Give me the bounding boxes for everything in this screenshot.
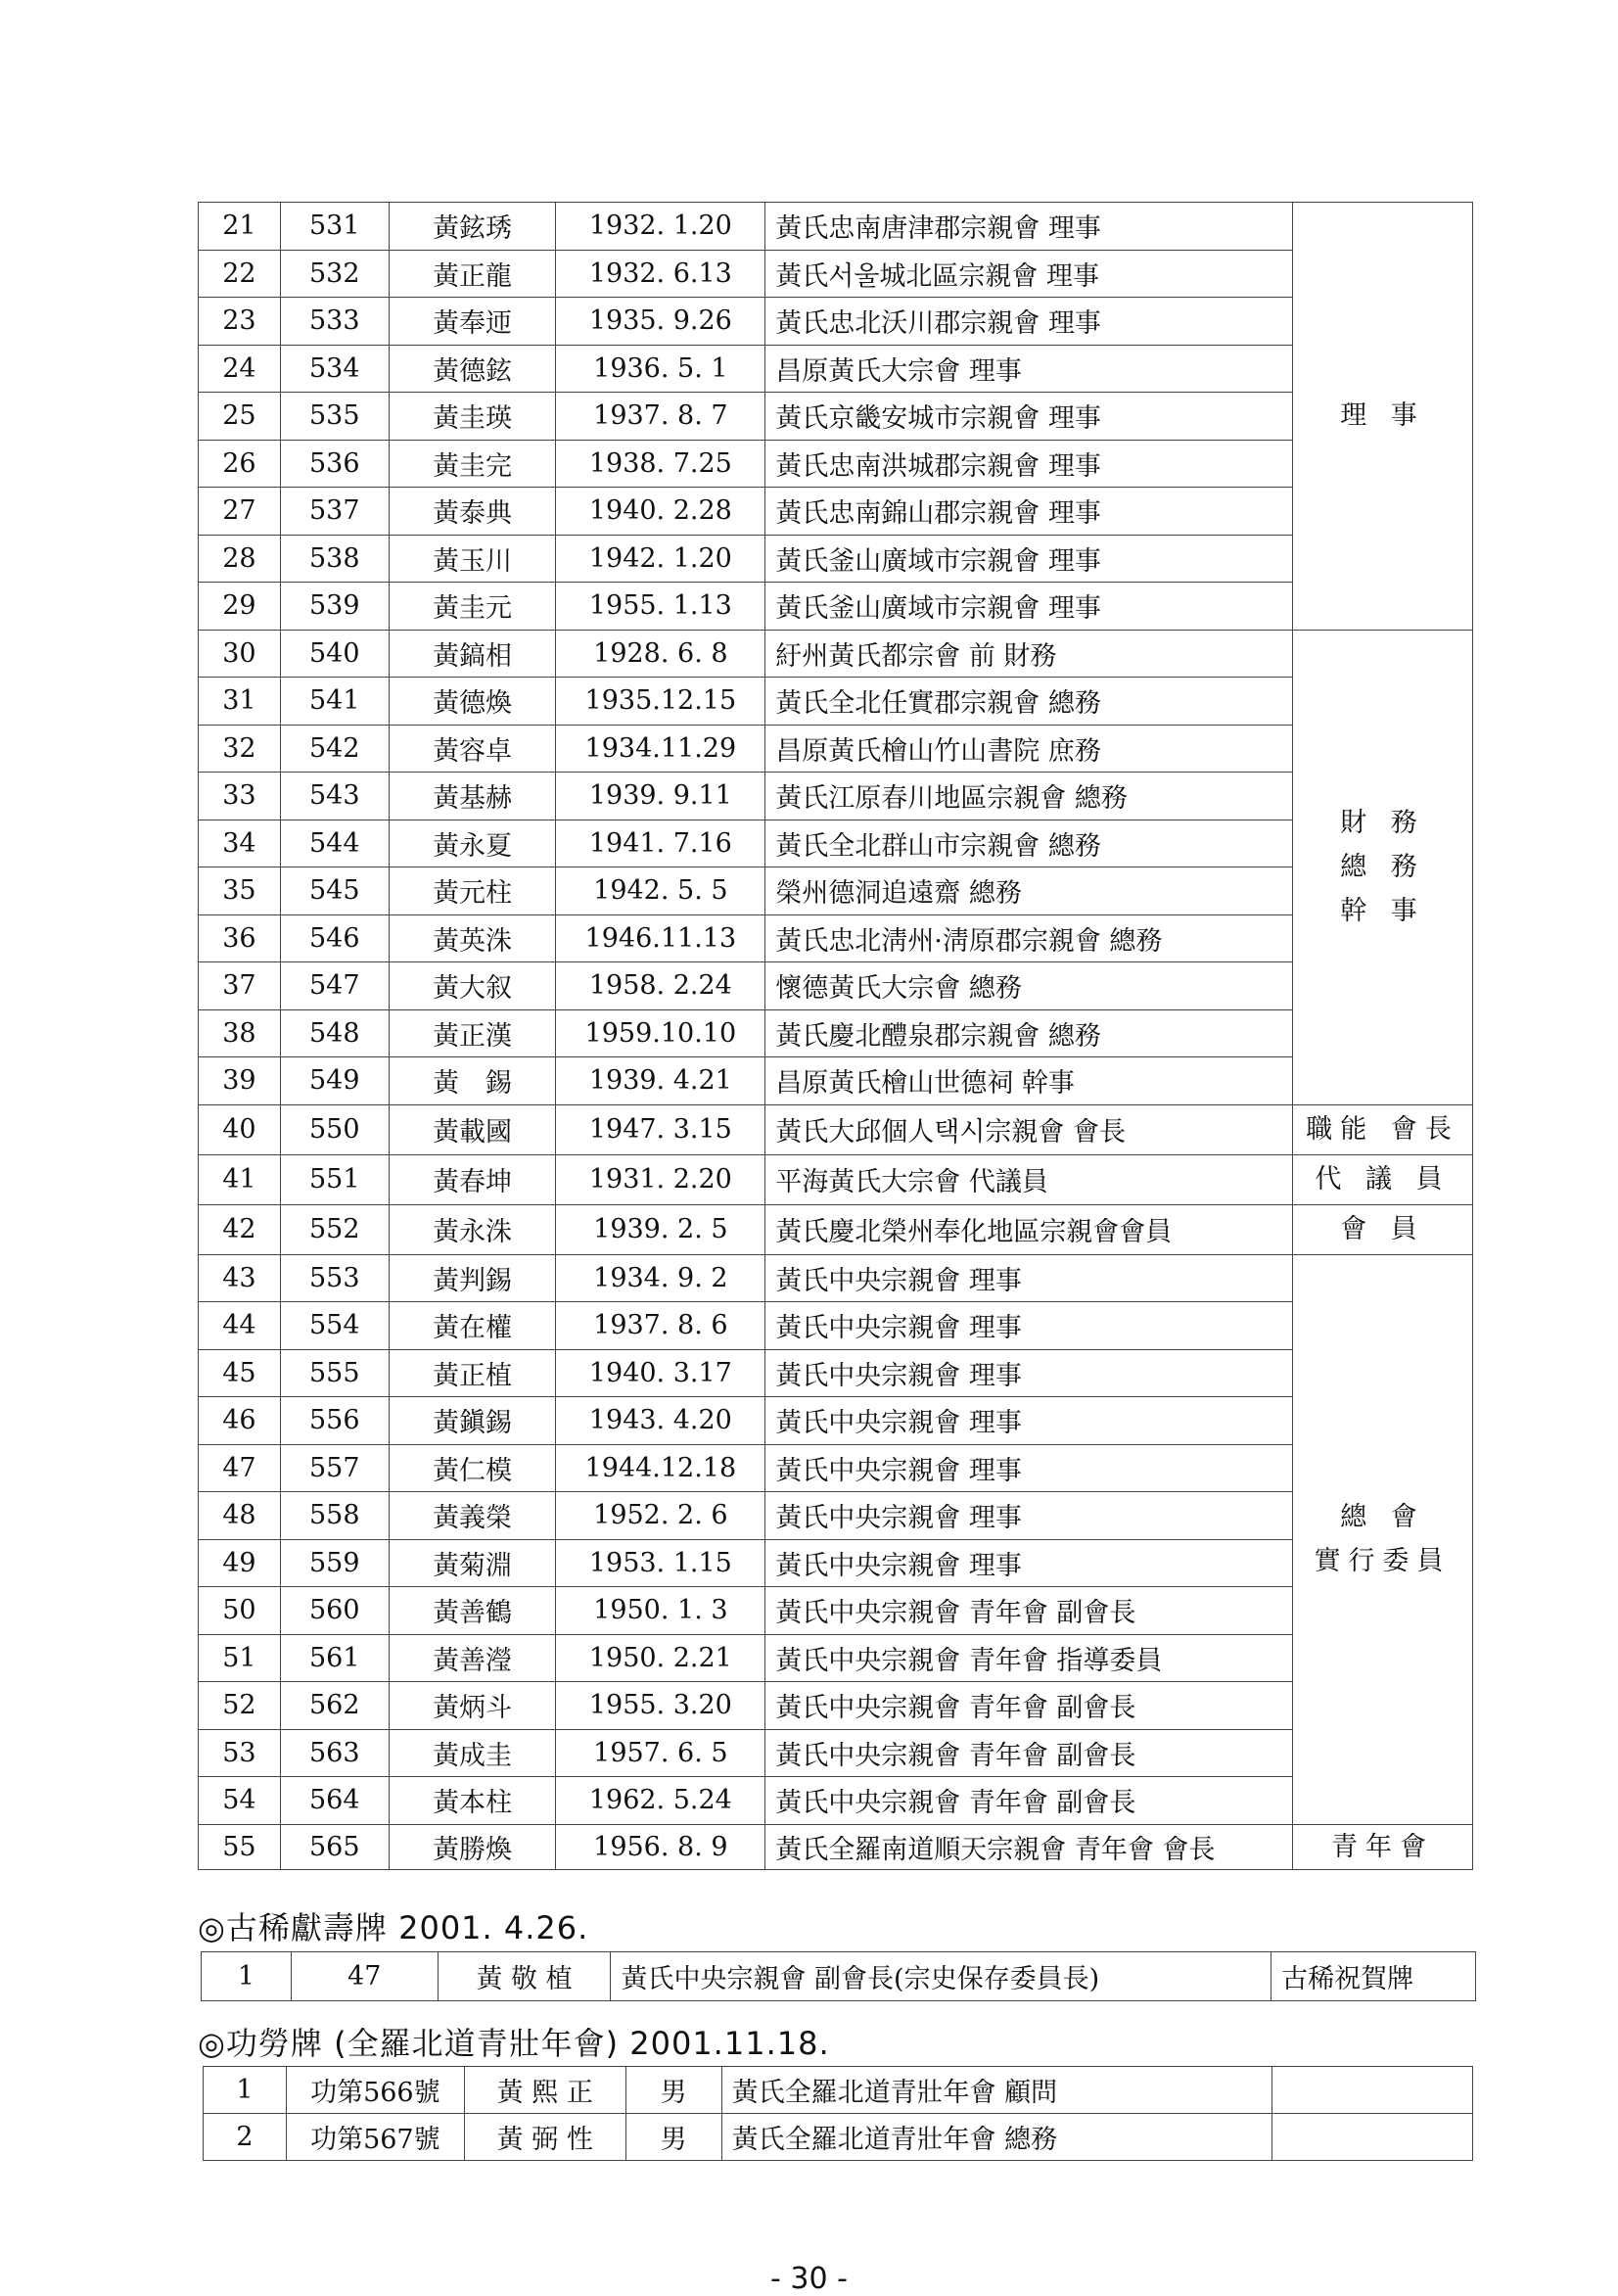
table-row xyxy=(204,2067,1473,2114)
role-label: 財 務 xyxy=(1340,808,1425,838)
person-name: 黃善鶴 xyxy=(389,1587,556,1635)
award-number: 538 xyxy=(280,535,389,583)
affiliation: 昌原黃氏檜山世德祠 幹事 xyxy=(765,1057,1293,1105)
members-table-body xyxy=(199,203,1473,1870)
table-row xyxy=(199,535,1473,583)
table-row xyxy=(199,914,1473,962)
row-number: 1 xyxy=(202,1952,292,2001)
birth-date: 1940. 2.28 xyxy=(556,488,765,536)
table-row xyxy=(199,1009,1473,1057)
award-number: 560 xyxy=(280,1587,389,1635)
award-number: 543 xyxy=(280,773,389,820)
person-name: 黃春坤 xyxy=(389,1154,556,1204)
birth-date: 1939. 9.11 xyxy=(556,773,765,820)
award-number: 554 xyxy=(280,1302,389,1350)
birth-date: 1939. 2. 5 xyxy=(556,1204,765,1254)
role-label: 總 務 xyxy=(1340,852,1425,882)
person-name: 黃泰典 xyxy=(389,488,556,536)
table-row xyxy=(199,345,1473,393)
award-number: 565 xyxy=(280,1824,389,1869)
birth-date: 1962. 5.24 xyxy=(556,1777,765,1825)
role-cell xyxy=(1293,1104,1473,1154)
award-number: 550 xyxy=(280,1104,389,1154)
page-number: - 30 - xyxy=(770,2262,848,2296)
birth-date: 1959.10.10 xyxy=(556,1009,765,1057)
affiliation: 黃氏中央宗親會 理事 xyxy=(765,1397,1293,1445)
person-name: 黃勝煥 xyxy=(389,1824,556,1869)
birth-date: 1942. 1.20 xyxy=(556,535,765,583)
row-number: 47 xyxy=(199,1444,281,1492)
table-row xyxy=(199,1682,1473,1730)
birth-date: 1950. 1. 3 xyxy=(556,1587,765,1635)
person-name: 黃判錫 xyxy=(389,1254,556,1302)
award-number: 536 xyxy=(280,440,389,488)
affiliation: 平海黃氏大宗會 代議員 xyxy=(765,1154,1293,1204)
person-name: 黃載國 xyxy=(389,1104,556,1154)
birth-date: 1953. 1.15 xyxy=(556,1539,765,1587)
affiliation: 紆州黃氏都宗會 前 財務 xyxy=(765,630,1293,678)
row-number: 44 xyxy=(199,1302,281,1350)
row-number: 40 xyxy=(199,1104,281,1154)
award-number: 545 xyxy=(280,867,389,915)
table-row xyxy=(199,1492,1473,1540)
plaque-number: 功第567號 xyxy=(286,2114,464,2161)
row-number: 38 xyxy=(199,1009,281,1057)
affiliation: 黃氏全北任實郡宗親會 總務 xyxy=(765,678,1293,726)
table-row xyxy=(199,1057,1473,1105)
affiliation: 黃氏서울城北區宗親會 理事 xyxy=(765,250,1293,298)
row-number: 35 xyxy=(199,867,281,915)
row-number: 32 xyxy=(199,725,281,773)
person-name: 黃圭瑛 xyxy=(389,393,556,441)
table-row xyxy=(199,250,1473,298)
birth-date: 1946.11.13 xyxy=(556,914,765,962)
award-number: 537 xyxy=(280,488,389,536)
role-cell xyxy=(1293,1254,1473,1824)
role-label: 幹 事 xyxy=(1340,896,1425,926)
person-name: 黃基赫 xyxy=(389,773,556,820)
award-number: 547 xyxy=(280,962,389,1010)
award-number: 551 xyxy=(280,1154,389,1204)
affiliation: 黃氏中央宗親會 理事 xyxy=(765,1492,1293,1540)
person-name: 黃菊淵 xyxy=(389,1539,556,1587)
birth-date: 1947. 3.15 xyxy=(556,1104,765,1154)
role-cell xyxy=(1293,1154,1473,1204)
birth-date: 1935.12.15 xyxy=(556,678,765,726)
person-name: 黃成圭 xyxy=(389,1729,556,1777)
table-row xyxy=(199,1587,1473,1635)
role-label: 職能 會長 xyxy=(1306,1114,1459,1145)
person-name: 黃鎭錫 xyxy=(389,1397,556,1445)
affiliation: 黃氏慶北醴泉郡宗親會 總務 xyxy=(765,1009,1293,1057)
row-number: 55 xyxy=(199,1824,281,1869)
role-cell xyxy=(1293,630,1473,1104)
birth-date: 1928. 6. 8 xyxy=(556,630,765,678)
row-number: 29 xyxy=(199,583,281,631)
birth-date: 1952. 2. 6 xyxy=(556,1492,765,1540)
row-number: 54 xyxy=(199,1777,281,1825)
person-name: 黃玉川 xyxy=(389,535,556,583)
row-number: 22 xyxy=(199,250,281,298)
table-row xyxy=(199,393,1473,441)
affiliation: 黃氏全羅北道青壯年會 總務 xyxy=(721,2114,1272,2161)
affiliation: 黃氏江原春川地區宗親會 總務 xyxy=(765,773,1293,820)
affiliation: 黃氏大邱個人택시宗親會 會長 xyxy=(765,1104,1293,1154)
award-number: 542 xyxy=(280,725,389,773)
row-number: 39 xyxy=(199,1057,281,1105)
affiliation: 黃氏中央宗親會 理事 xyxy=(765,1539,1293,1587)
table-row xyxy=(199,1204,1473,1254)
note-cell xyxy=(1272,2067,1473,2114)
award-number: 559 xyxy=(280,1539,389,1587)
role-cell xyxy=(1293,203,1473,631)
table-row xyxy=(199,1302,1473,1350)
table-row xyxy=(204,2114,1473,2161)
affiliation: 黃氏京畿安城市宗親會 理事 xyxy=(765,393,1293,441)
award-type: 古稀祝賀牌 xyxy=(1271,1952,1476,2001)
person-name: 黃圭元 xyxy=(389,583,556,631)
birth-date: 1950. 2.21 xyxy=(556,1634,765,1682)
table-row xyxy=(199,1154,1473,1204)
table-row xyxy=(199,1634,1473,1682)
person-name: 黃圭完 xyxy=(389,440,556,488)
affiliation: 黃氏中央宗親會 青年會 副會長 xyxy=(765,1777,1293,1825)
award-number: 558 xyxy=(280,1492,389,1540)
row-number: 46 xyxy=(199,1397,281,1445)
award-number: 557 xyxy=(280,1444,389,1492)
section-heading-longevity-plaque: ◎古稀獻壽牌 2001. 4.26. xyxy=(198,1909,589,1946)
role-label: 青年會 xyxy=(1331,1831,1435,1862)
birth-date: 1943. 4.20 xyxy=(556,1397,765,1445)
table-row xyxy=(199,1444,1473,1492)
plaque-number: 功第566號 xyxy=(286,2067,464,2114)
birth-date: 1937. 8. 6 xyxy=(556,1302,765,1350)
person-name: 黃德煥 xyxy=(389,678,556,726)
affiliation: 黃氏忠北沃川郡宗親會 理事 xyxy=(765,298,1293,346)
row-number: 51 xyxy=(199,1634,281,1682)
note-cell xyxy=(1272,2114,1473,2161)
table-row xyxy=(199,1254,1473,1302)
birth-date: 1955. 3.20 xyxy=(556,1682,765,1730)
role-label: 會 員 xyxy=(1340,1214,1425,1244)
table-row xyxy=(199,488,1473,536)
affiliation: 黃氏忠南洪城郡宗親會 理事 xyxy=(765,440,1293,488)
award-number: 541 xyxy=(280,678,389,726)
row-number: 25 xyxy=(199,393,281,441)
birth-date: 1936. 5. 1 xyxy=(556,345,765,393)
affiliation: 榮州德洞追遠齋 總務 xyxy=(765,867,1293,915)
affiliation: 黃氏中央宗親會 青年會 副會長 xyxy=(765,1729,1293,1777)
table-row xyxy=(199,1104,1473,1154)
award-number: 532 xyxy=(280,250,389,298)
gender: 男 xyxy=(625,2067,721,2114)
person-name: 黃永洙 xyxy=(389,1204,556,1254)
award-number: 563 xyxy=(280,1729,389,1777)
person-name: 黃 錫 xyxy=(389,1057,556,1105)
award-number: 564 xyxy=(280,1777,389,1825)
row-number: 2 xyxy=(204,2114,287,2161)
row-number: 36 xyxy=(199,914,281,962)
person-name: 黃英洙 xyxy=(389,914,556,962)
person-name: 黃在權 xyxy=(389,1302,556,1350)
birth-date: 1934. 9. 2 xyxy=(556,1254,765,1302)
role-label: 理 事 xyxy=(1340,400,1425,432)
person-name: 黃本柱 xyxy=(389,1777,556,1825)
table-row xyxy=(199,1729,1473,1777)
table-row xyxy=(199,583,1473,631)
section-heading-merit-plaque: ◎功勞牌 (全羅北道青壯年會) 2001.11.18. xyxy=(198,2025,830,2062)
row-number: 26 xyxy=(199,440,281,488)
person-name: 黃義榮 xyxy=(389,1492,556,1540)
person-name: 黃永夏 xyxy=(389,820,556,867)
table-row xyxy=(199,962,1473,1010)
table-row xyxy=(199,867,1473,915)
birth-date: 1940. 3.17 xyxy=(556,1349,765,1397)
award-number: 561 xyxy=(280,1634,389,1682)
birth-date: 1944.12.18 xyxy=(556,1444,765,1492)
award-number: 556 xyxy=(280,1397,389,1445)
plaque-number: 47 xyxy=(291,1952,438,2001)
person-name: 黃正漢 xyxy=(389,1009,556,1057)
person-name: 黃大叙 xyxy=(389,962,556,1010)
row-number: 53 xyxy=(199,1729,281,1777)
row-number: 21 xyxy=(199,203,281,251)
award-number: 539 xyxy=(280,583,389,631)
person-name: 黃正植 xyxy=(389,1349,556,1397)
birth-date: 1937. 8. 7 xyxy=(556,393,765,441)
row-number: 52 xyxy=(199,1682,281,1730)
affiliation: 黃氏忠北淸州·淸原郡宗親會 總務 xyxy=(765,914,1293,962)
award-number: 552 xyxy=(280,1204,389,1254)
birth-date: 1931. 2.20 xyxy=(556,1154,765,1204)
award-number: 535 xyxy=(280,393,389,441)
person-name: 黃仁模 xyxy=(389,1444,556,1492)
table-row xyxy=(199,1539,1473,1587)
role-label: 代 議 員 xyxy=(1315,1164,1451,1195)
affiliation: 黃氏忠南錦山郡宗親會 理事 xyxy=(765,488,1293,536)
row-number: 34 xyxy=(199,820,281,867)
table-row xyxy=(202,1952,1476,2001)
row-number: 42 xyxy=(199,1204,281,1254)
award-number: 540 xyxy=(280,630,389,678)
role-label: 總 會 xyxy=(1340,1502,1425,1532)
birth-date: 1938. 7.25 xyxy=(556,440,765,488)
row-number: 45 xyxy=(199,1349,281,1397)
affiliation: 黃氏中央宗親會 青年會 指導委員 xyxy=(765,1634,1293,1682)
birth-date: 1935. 9.26 xyxy=(556,298,765,346)
table-row xyxy=(199,298,1473,346)
award-number: 549 xyxy=(280,1057,389,1105)
affiliation: 黃氏慶北榮州奉化地區宗親會會員 xyxy=(765,1204,1293,1254)
affiliation: 黃氏中央宗親會 理事 xyxy=(765,1254,1293,1302)
person-name: 黃正龍 xyxy=(389,250,556,298)
row-number: 48 xyxy=(199,1492,281,1540)
members-table xyxy=(198,202,1473,1870)
award-number: 553 xyxy=(280,1254,389,1302)
person-name: 黃 弼 性 xyxy=(464,2114,625,2161)
table-row xyxy=(199,440,1473,488)
table-row xyxy=(199,725,1473,773)
affiliation: 昌原黃氏大宗會 理事 xyxy=(765,345,1293,393)
birth-date: 1941. 7.16 xyxy=(556,820,765,867)
table-row xyxy=(199,678,1473,726)
person-name: 黃善瀅 xyxy=(389,1634,556,1682)
affiliation: 黃氏中央宗親會 理事 xyxy=(765,1302,1293,1350)
birth-date: 1932. 6.13 xyxy=(556,250,765,298)
row-number: 30 xyxy=(199,630,281,678)
row-number: 37 xyxy=(199,962,281,1010)
birth-date: 1934.11.29 xyxy=(556,725,765,773)
table-row xyxy=(199,820,1473,867)
table-row xyxy=(199,1397,1473,1445)
person-name: 黃鉉琇 xyxy=(389,203,556,251)
affiliation: 黃氏中央宗親會 青年會 副會長 xyxy=(765,1682,1293,1730)
affiliation: 黃氏釜山廣域市宗親會 理事 xyxy=(765,535,1293,583)
table-row xyxy=(199,1824,1473,1869)
birth-date: 1955. 1.13 xyxy=(556,583,765,631)
award-number: 548 xyxy=(280,1009,389,1057)
row-number: 1 xyxy=(204,2067,287,2114)
role-label: 實行委員 xyxy=(1314,1546,1452,1576)
affiliation: 黃氏全羅北道青壯年會 顧問 xyxy=(721,2067,1272,2114)
birth-date: 1939. 4.21 xyxy=(556,1057,765,1105)
birth-date: 1942. 5. 5 xyxy=(556,867,765,915)
person-name: 黃炳斗 xyxy=(389,1682,556,1730)
table-row xyxy=(199,1777,1473,1825)
person-name: 黃元柱 xyxy=(389,867,556,915)
person-name: 黃奉迊 xyxy=(389,298,556,346)
award-number: 544 xyxy=(280,820,389,867)
affiliation: 懷德黃氏大宗會 總務 xyxy=(765,962,1293,1010)
role-cell xyxy=(1293,1204,1473,1254)
row-number: 33 xyxy=(199,773,281,820)
table-row xyxy=(199,1349,1473,1397)
birth-date: 1956. 8. 9 xyxy=(556,1824,765,1869)
row-number: 31 xyxy=(199,678,281,726)
person-name: 黃 熙 正 xyxy=(464,2067,625,2114)
affiliation: 黃氏中央宗親會 副會長(宗史保存委員長) xyxy=(611,1952,1271,2001)
affiliation: 昌原黃氏檜山竹山書院 庶務 xyxy=(765,725,1293,773)
award-number: 531 xyxy=(280,203,389,251)
affiliation: 黃氏中央宗親會 青年會 副會長 xyxy=(765,1587,1293,1635)
merit-plaque-table xyxy=(203,2066,1473,2161)
award-number: 562 xyxy=(280,1682,389,1730)
longevity-plaque-table xyxy=(201,1951,1476,2001)
birth-date: 1958. 2.24 xyxy=(556,962,765,1010)
affiliation: 黃氏全羅南道順天宗親會 青年會 會長 xyxy=(765,1824,1293,1869)
row-number: 41 xyxy=(199,1154,281,1204)
person-name: 黃鎬相 xyxy=(389,630,556,678)
row-number: 50 xyxy=(199,1587,281,1635)
row-number: 23 xyxy=(199,298,281,346)
affiliation: 黃氏忠南唐津郡宗親會 理事 xyxy=(765,203,1293,251)
row-number: 43 xyxy=(199,1254,281,1302)
table-row xyxy=(199,773,1473,820)
affiliation: 黃氏中央宗親會 理事 xyxy=(765,1349,1293,1397)
affiliation: 黃氏釜山廣域市宗親會 理事 xyxy=(765,583,1293,631)
row-number: 49 xyxy=(199,1539,281,1587)
award-number: 534 xyxy=(280,345,389,393)
role-cell xyxy=(1293,1824,1473,1869)
person-name: 黃德鉉 xyxy=(389,345,556,393)
person-name: 黃 敬 植 xyxy=(438,1952,611,2001)
row-number: 27 xyxy=(199,488,281,536)
table-row xyxy=(199,630,1473,678)
row-number: 24 xyxy=(199,345,281,393)
award-number: 533 xyxy=(280,298,389,346)
birth-date: 1957. 6. 5 xyxy=(556,1729,765,1777)
award-number: 546 xyxy=(280,914,389,962)
person-name: 黃容卓 xyxy=(389,725,556,773)
row-number: 28 xyxy=(199,535,281,583)
table-row xyxy=(199,203,1473,251)
affiliation: 黃氏全北群山市宗親會 總務 xyxy=(765,820,1293,867)
affiliation: 黃氏中央宗親會 理事 xyxy=(765,1444,1293,1492)
birth-date: 1932. 1.20 xyxy=(556,203,765,251)
gender: 男 xyxy=(625,2114,721,2161)
award-number: 555 xyxy=(280,1349,389,1397)
